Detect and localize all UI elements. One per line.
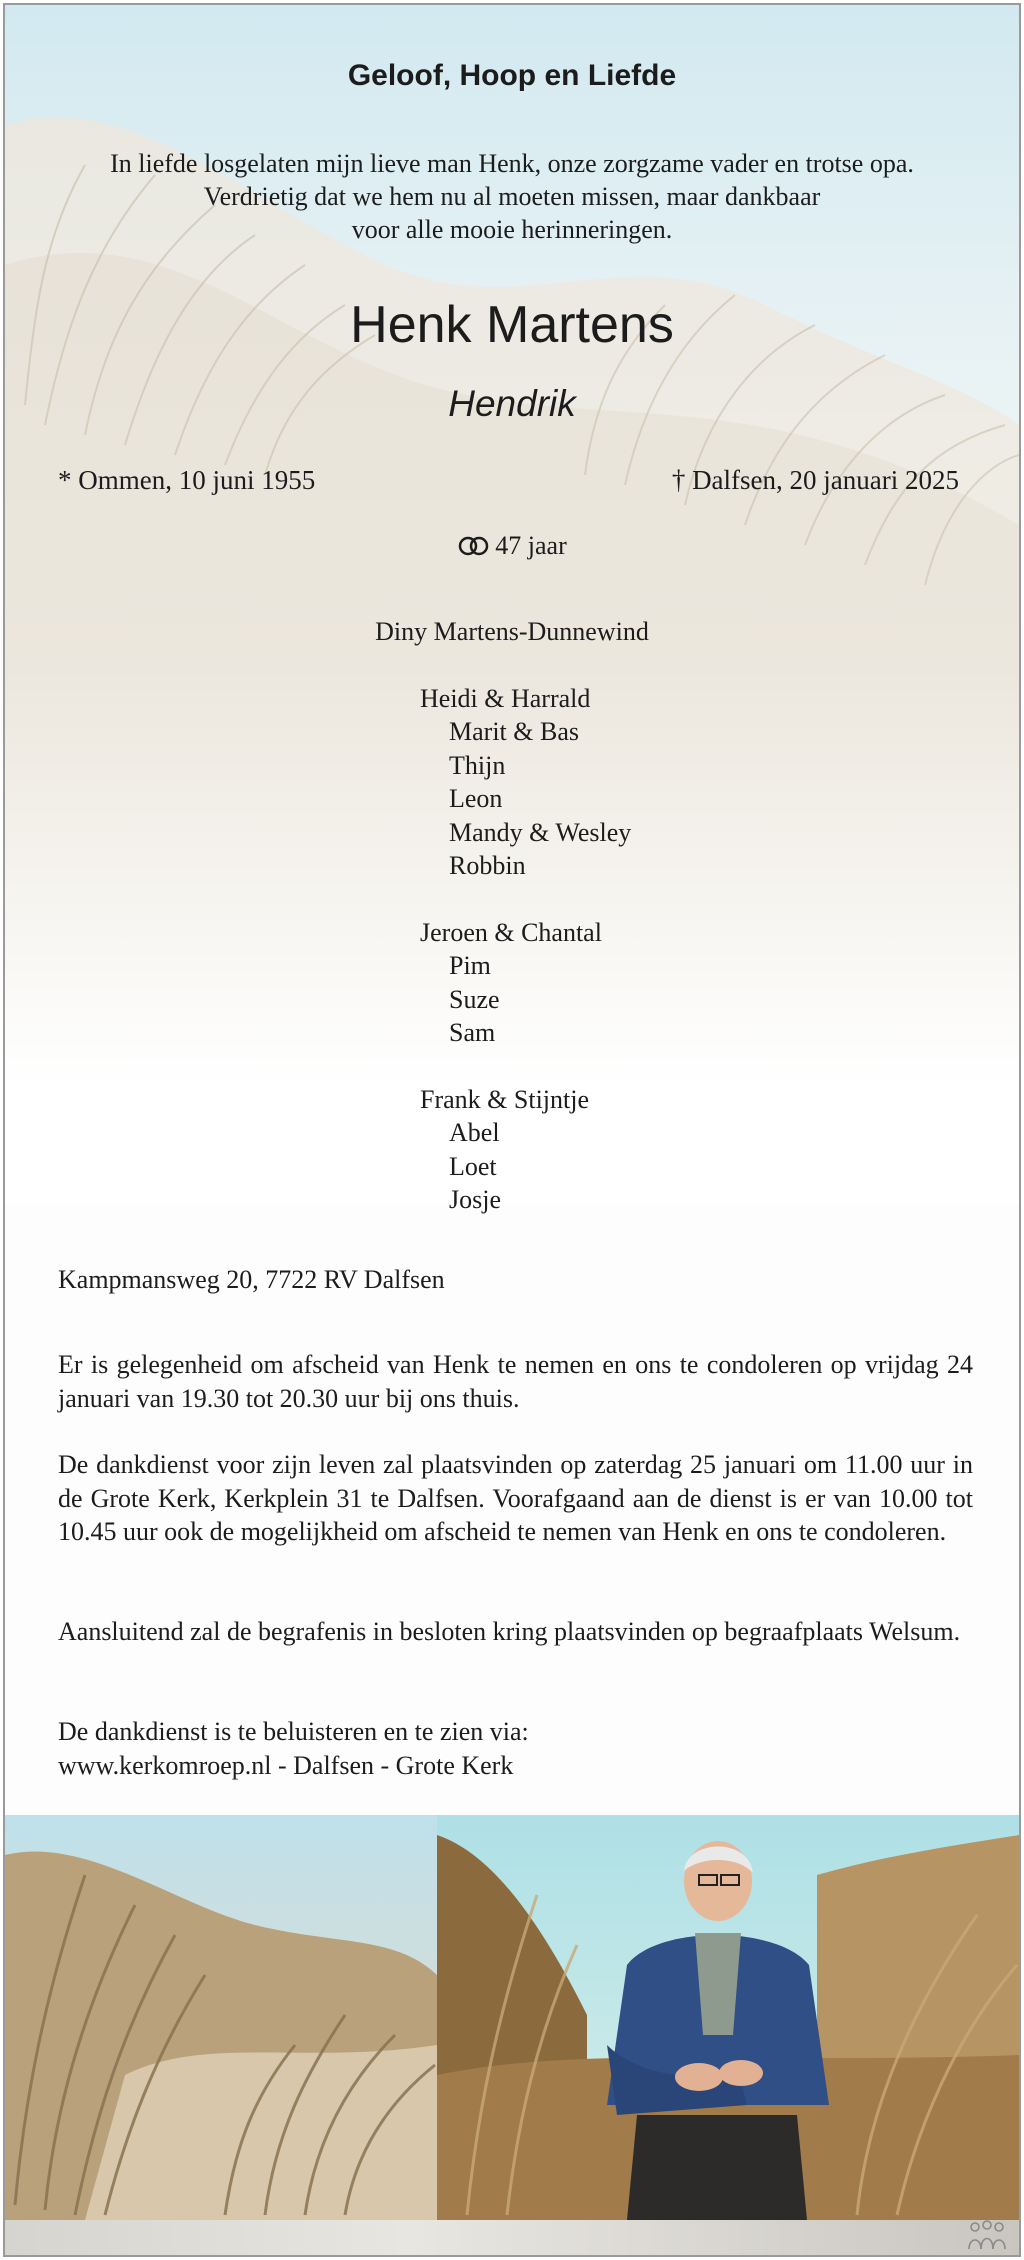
family-child: Robbin: [449, 851, 526, 880]
deceased-name: Henk Martens: [350, 296, 674, 354]
photo-strip: [5, 1815, 1019, 2220]
intro-line: voor alle mooie herinneringen.: [351, 215, 673, 244]
family-child: Marit & Bas: [449, 717, 579, 746]
family-child: Sam: [449, 1018, 496, 1047]
deceased-given-name: Hendrik: [448, 383, 576, 424]
livestream-paragraph: [58, 1715, 973, 1782]
family-child: Mandy & Wesley: [449, 817, 632, 847]
family-parents: Jeroen & Chantal: [420, 917, 602, 947]
family-child: Thijn: [449, 750, 506, 780]
family-list: [5, 615, 1019, 1250]
burial-paragraph: Aansluitend zal de begrafenis in besloten kring plaatsvinden op begraafplaats Welsum.: [58, 1617, 961, 1646]
livestream-link: www.kerkomroep.nl - Dalfsen - Grote Kerk: [58, 1750, 514, 1780]
family-child: Abel: [449, 1118, 500, 1147]
dune-photo: [5, 1815, 437, 2220]
family-group: [420, 1083, 1019, 1217]
family-child: Josje: [449, 1185, 501, 1214]
family-child: Leon: [449, 784, 503, 813]
family-parents: Heidi & Harrald: [420, 683, 591, 713]
wedding-rings-icon: [457, 535, 491, 557]
family-child: Pim: [449, 951, 491, 980]
family-child: Suze: [449, 984, 500, 1014]
family-logo-icon: [965, 2219, 1009, 2253]
spouse-name: Diny Martens-Dunnewind: [375, 617, 649, 646]
intro-line: Verdrietig dat we hem nu al moeten missen, maar dankbaar: [203, 182, 821, 211]
family-group: [420, 916, 1019, 1050]
condolence-paragraph: Er is gelegenheid om afscheid van Henk te nemen en ons te condoleren op vrijdag 24 januari van 19.30 tot 20.30 uur bij ons thuis.: [58, 1350, 973, 1413]
obituary-card: [3, 3, 1021, 2257]
birth-date: * Ommen, 10 juni 1955: [58, 465, 316, 495]
family-group: [420, 682, 1019, 883]
marriage-duration: [5, 531, 1019, 561]
livestream-intro: De dankdienst is te beluisteren en te zien via:: [58, 1717, 529, 1746]
intro-text: [5, 147, 1019, 246]
intro-line: In liefde losgelaten mijn lieve man Henk, onze zorgzame vader en trotse opa.: [110, 149, 914, 178]
motto-heading: Geloof, Hoop en Liefde: [347, 59, 677, 92]
marriage-years: 47 jaar: [495, 531, 567, 560]
home-address: Kampmansweg 20, 7722 RV Dalfsen: [58, 1265, 445, 1294]
service-paragraph: De dankdienst voor zijn leven zal plaatsvinden op zaterdag 25 januari om 11.00 uur in de Grote Kerk, Kerkplein 31 te Dalfsen. Voorafgaand aan de dienst is er van 10.00 tot 10.45 uur ook de mogelijkheid om afscheid te nemen van Henk en ons te condoleren.: [58, 1450, 973, 1546]
bottom-sand-strip: [5, 2220, 1019, 2255]
family-parents: Frank & Stijntje: [420, 1084, 589, 1114]
portrait-photo: [437, 1815, 1019, 2220]
family-child: Loet: [449, 1151, 497, 1181]
death-date: † Dalfsen, 20 januari 2025: [671, 465, 959, 495]
